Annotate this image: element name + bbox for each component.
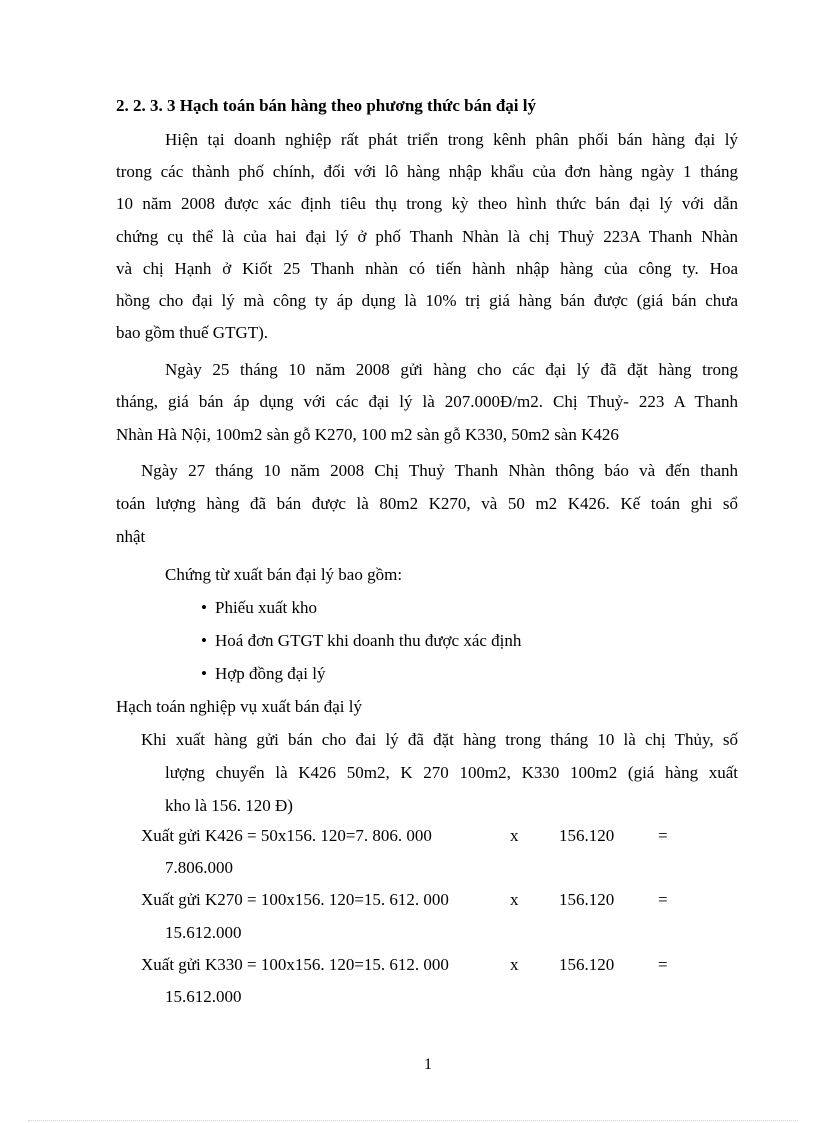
paragraph-line: 10 năm 2008 được xác định tiêu thụ trong kỳ theo hình thức bán đại lý với dẫn	[116, 194, 738, 213]
paragraph-line: lượng chuyển là K426 50m2, K 270 100m2, K330 100m2 (giá hàng xuất	[165, 763, 738, 782]
calc-result: 15.612.000	[165, 987, 242, 1006]
calc-result: 7.806.000	[165, 858, 233, 877]
paragraph-line: Khi xuất hàng gửi bán cho đai lý đã đặt hàng trong tháng 10 là chị Thủy, số	[141, 730, 738, 749]
paragraph-line: Ngày 25 tháng 10 năm 2008 gửi hàng cho các đại lý đã đặt hàng trong	[165, 360, 738, 379]
bullet-icon: •	[201, 631, 207, 650]
calc-price: 156.120	[559, 890, 615, 909]
paragraph-line: bao gồm thuế GTGT).	[116, 323, 269, 342]
calc-price: 156.120	[559, 955, 615, 974]
calc-label: Xuất gửi K330 = 100x156. 120=15. 612. 000	[141, 955, 449, 974]
subsection-title: Hạch toán nghiệp vụ xuất bán đại lý	[116, 697, 362, 716]
documents-intro: Chứng từ xuất bán đại lý bao gồm:	[165, 565, 403, 584]
list-item: • Hợp đồng đại lý	[201, 664, 326, 683]
calc-multiply: x	[510, 826, 519, 845]
paragraph-line: trong các thành phố chính, đối với lô hàng nhập khẩu của đơn hàng ngày 1 tháng	[116, 162, 738, 181]
calc-label: Xuất gửi K270 = 100x156. 120=15. 612. 000	[141, 890, 449, 909]
paragraph-line: kho là 156. 120 Đ)	[165, 796, 293, 815]
calc-multiply: x	[510, 955, 519, 974]
bullet-icon: •	[201, 664, 207, 683]
list-item: • Hoá đơn GTGT khi doanh thu được xác định	[201, 631, 522, 650]
calc-multiply: x	[510, 890, 519, 909]
calc-result: 15.612.000	[165, 923, 242, 942]
paragraph-line: hồng cho đại lý mà công ty áp dụng là 10% trị giá hàng bán được (giá bán chưa	[116, 291, 738, 310]
page-divider	[28, 1120, 798, 1121]
paragraph-line: tháng, giá bán áp dụng với các đại lý là 207.000Đ/m2. Chị Thuỷ- 223 A Thanh	[116, 392, 738, 411]
section-heading: 2. 2. 3. 3 Hạch toán bán hàng theo phương thức bán đại lý	[116, 96, 536, 115]
bullet-icon: •	[201, 598, 207, 617]
calc-equals: =	[658, 955, 668, 974]
paragraph-line: Hiện tại doanh nghiệp rất phát triển trong kênh phân phối bán hàng đại lý	[165, 130, 738, 149]
list-item: • Phiếu xuất kho	[201, 598, 317, 617]
page-number: 1	[424, 1056, 432, 1073]
paragraph-line: Nhàn Hà Nội, 100m2 sàn gỗ K270, 100 m2 sàn gỗ K330, 50m2 sàn K426	[116, 425, 619, 444]
paragraph-line: nhật	[116, 527, 146, 546]
paragraph-line: Ngày 27 tháng 10 năm 2008 Chị Thuỷ Thanh Nhàn thông báo và đến thanh	[141, 461, 738, 480]
paragraph-line: chứng cụ thể là của hai đại lý ở phố Thanh Nhàn là chị Thuỷ 223A Thanh Nhàn	[116, 227, 738, 246]
paragraph-line: và chị Hạnh ở Kiốt 25 Thanh nhàn có tiến hành nhập hàng của công ty. Hoa	[116, 259, 738, 278]
calc-equals: =	[658, 890, 668, 909]
calc-price: 156.120	[559, 826, 615, 845]
paragraph-line: toán lượng hàng đã bán được là 80m2 K270, và 50 m2 K426. Kế toán ghi sổ	[116, 494, 738, 513]
calc-equals: =	[658, 826, 668, 845]
calc-label: Xuất gửi K426 = 50x156. 120=7. 806. 000	[141, 826, 432, 845]
